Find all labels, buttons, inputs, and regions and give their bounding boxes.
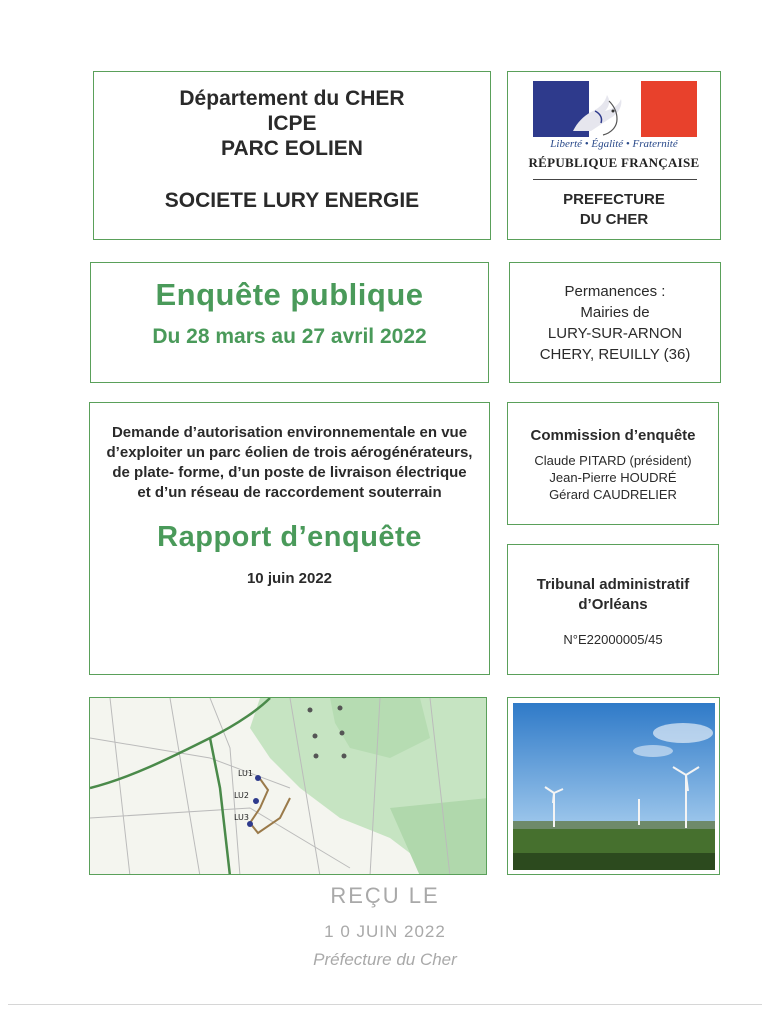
wind-turbine-photo: [507, 697, 720, 875]
permanences-line3: CHERY, REUILLY (36): [539, 346, 691, 363]
request-description: Demande d’autorisation environnementale en vue d’exploiter un parc éolien de trois aérogénérateurs, de plate- forme, d’un poste de livraison électrique et d’un réseau de raccordement souterrain: [106, 424, 473, 501]
page-bottom-divider: [8, 1004, 762, 1005]
tribunal-title-line1: Tribunal administratif: [536, 576, 690, 593]
department-label: Département du CHER: [179, 87, 405, 110]
permanences-line2: LURY-SUR-ARNON: [547, 325, 683, 342]
commission-member: Claude PITARD (président): [534, 453, 692, 468]
tribunal-title: [508, 575, 718, 615]
commission-member: Jean-Pierre HOUDRÉ: [549, 470, 677, 485]
marianne-logo: [533, 81, 697, 137]
request-box: [89, 402, 490, 675]
enquete-box: [90, 262, 489, 383]
report-date: 10 juin 2022: [246, 570, 333, 587]
prefecture-line2: DU CHER: [579, 211, 649, 228]
map-label-lu3: LU3: [234, 813, 250, 822]
divider: [533, 179, 697, 180]
permanences-line1: Mairies de: [580, 304, 650, 321]
parc-eolien-label: PARC EOLIEN: [221, 137, 363, 160]
commission-member: Gérard CAUDRELIER: [549, 487, 677, 502]
republic-name: RÉPUBLIQUE FRANÇAISE: [528, 155, 700, 170]
site-map: [89, 697, 487, 875]
prefecture-box: [507, 71, 721, 240]
prefecture-label: [508, 190, 720, 230]
commission-members: [508, 452, 718, 503]
case-number: N°E22000005/45: [563, 632, 663, 647]
received-stamp-office: Préfecture du Cher: [313, 950, 457, 969]
republic-motto: Liberté • Égalité • Fraternité: [550, 138, 678, 150]
commission-title: Commission d’enquête: [530, 427, 696, 444]
site-map-graphic: [90, 698, 487, 875]
map-label-lu2: LU2: [234, 791, 250, 800]
tribunal-title-line2: d’Orléans: [578, 596, 648, 613]
enquete-title: Enquête publique: [155, 277, 424, 312]
company-name: SOCIETE LURY ENERGIE: [164, 189, 420, 212]
tribunal-box: [507, 544, 719, 675]
prefecture-line1: PREFECTURE: [563, 191, 665, 208]
map-label-lu1: LU1: [238, 769, 254, 778]
enquete-dates: Du 28 mars au 27 avril 2022: [152, 325, 427, 348]
permanences-title: Permanences :: [564, 283, 666, 300]
header-box: [93, 71, 491, 240]
wind-turbine-image: [513, 703, 715, 870]
report-title: Rapport d’enquête: [157, 521, 422, 553]
icpe-label: ICPE: [267, 112, 317, 135]
permanences-box: [509, 262, 721, 383]
received-stamp-line1: REÇU LE: [330, 883, 440, 908]
received-stamp-date: 1 0 JUIN 2022: [324, 922, 446, 941]
commission-box: [507, 402, 719, 525]
